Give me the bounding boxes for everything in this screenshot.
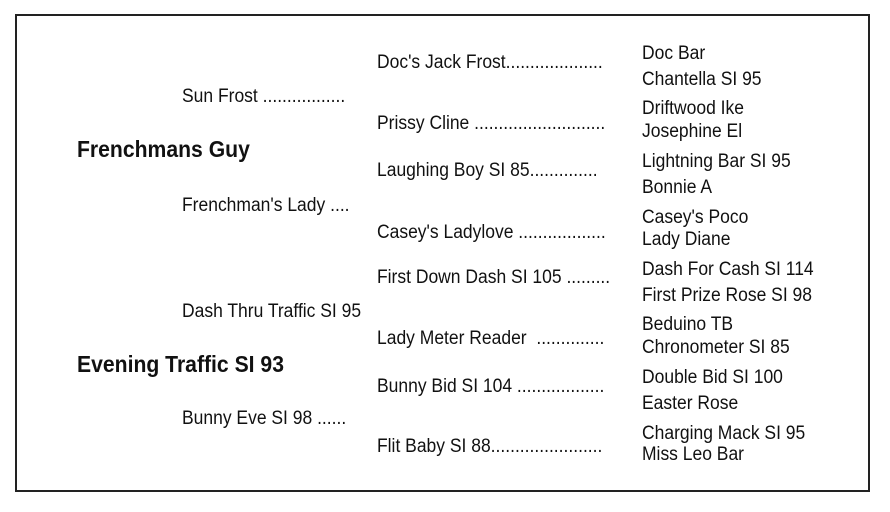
gen4-entry: Miss Leo Bar: [642, 444, 745, 465]
gen4-entry: Chronometer SI 85: [642, 337, 790, 358]
gen3-entry: Bunny Bid SI 104 ..................: [377, 376, 605, 397]
dam-sire: Dash Thru Traffic SI 95: [182, 301, 362, 322]
gen4-entry: Casey's Poco: [642, 207, 749, 228]
dam-name: Evening Traffic SI 93: [77, 351, 284, 377]
gen4-entry: Double Bid SI 100: [642, 367, 783, 388]
gen4-entry: Bonnie A: [642, 177, 712, 198]
gen4-entry: Easter Rose: [642, 393, 739, 414]
gen3-entry: First Down Dash SI 105 .........: [377, 267, 611, 288]
gen4-entry: Lightning Bar SI 95: [642, 151, 791, 172]
gen3-entry: Doc's Jack Frost....................: [377, 52, 603, 73]
gen4-entry: Beduino TB: [642, 314, 734, 335]
gen3-entry: Prissy Cline ...........................: [377, 113, 606, 134]
gen4-entry: Doc Bar: [642, 43, 706, 64]
gen4-entry: Dash For Cash SI 114: [642, 259, 814, 280]
gen4-entry: Charging Mack SI 95: [642, 423, 806, 444]
gen4-entry: Lady Diane: [642, 229, 731, 250]
sire-sire: Sun Frost .................: [182, 86, 346, 107]
gen4-entry: Chantella SI 95: [642, 69, 762, 90]
gen3-entry: Flit Baby SI 88.......................: [377, 436, 603, 457]
gen4-entry: First Prize Rose SI 98: [642, 285, 812, 306]
gen3-entry: Lady Meter Reader ..............: [377, 328, 605, 349]
gen3-entry: Laughing Boy SI 85..............: [377, 160, 598, 181]
dam-dam: Bunny Eve SI 98 ......: [182, 408, 347, 429]
gen4-entry: Driftwood Ike: [642, 98, 745, 119]
gen3-entry: Casey's Ladylove ..................: [377, 222, 606, 243]
sire-name: Frenchmans Guy: [77, 136, 250, 162]
sire-dam: Frenchman's Lady ....: [182, 195, 350, 216]
gen4-entry: Josephine El: [642, 121, 743, 142]
